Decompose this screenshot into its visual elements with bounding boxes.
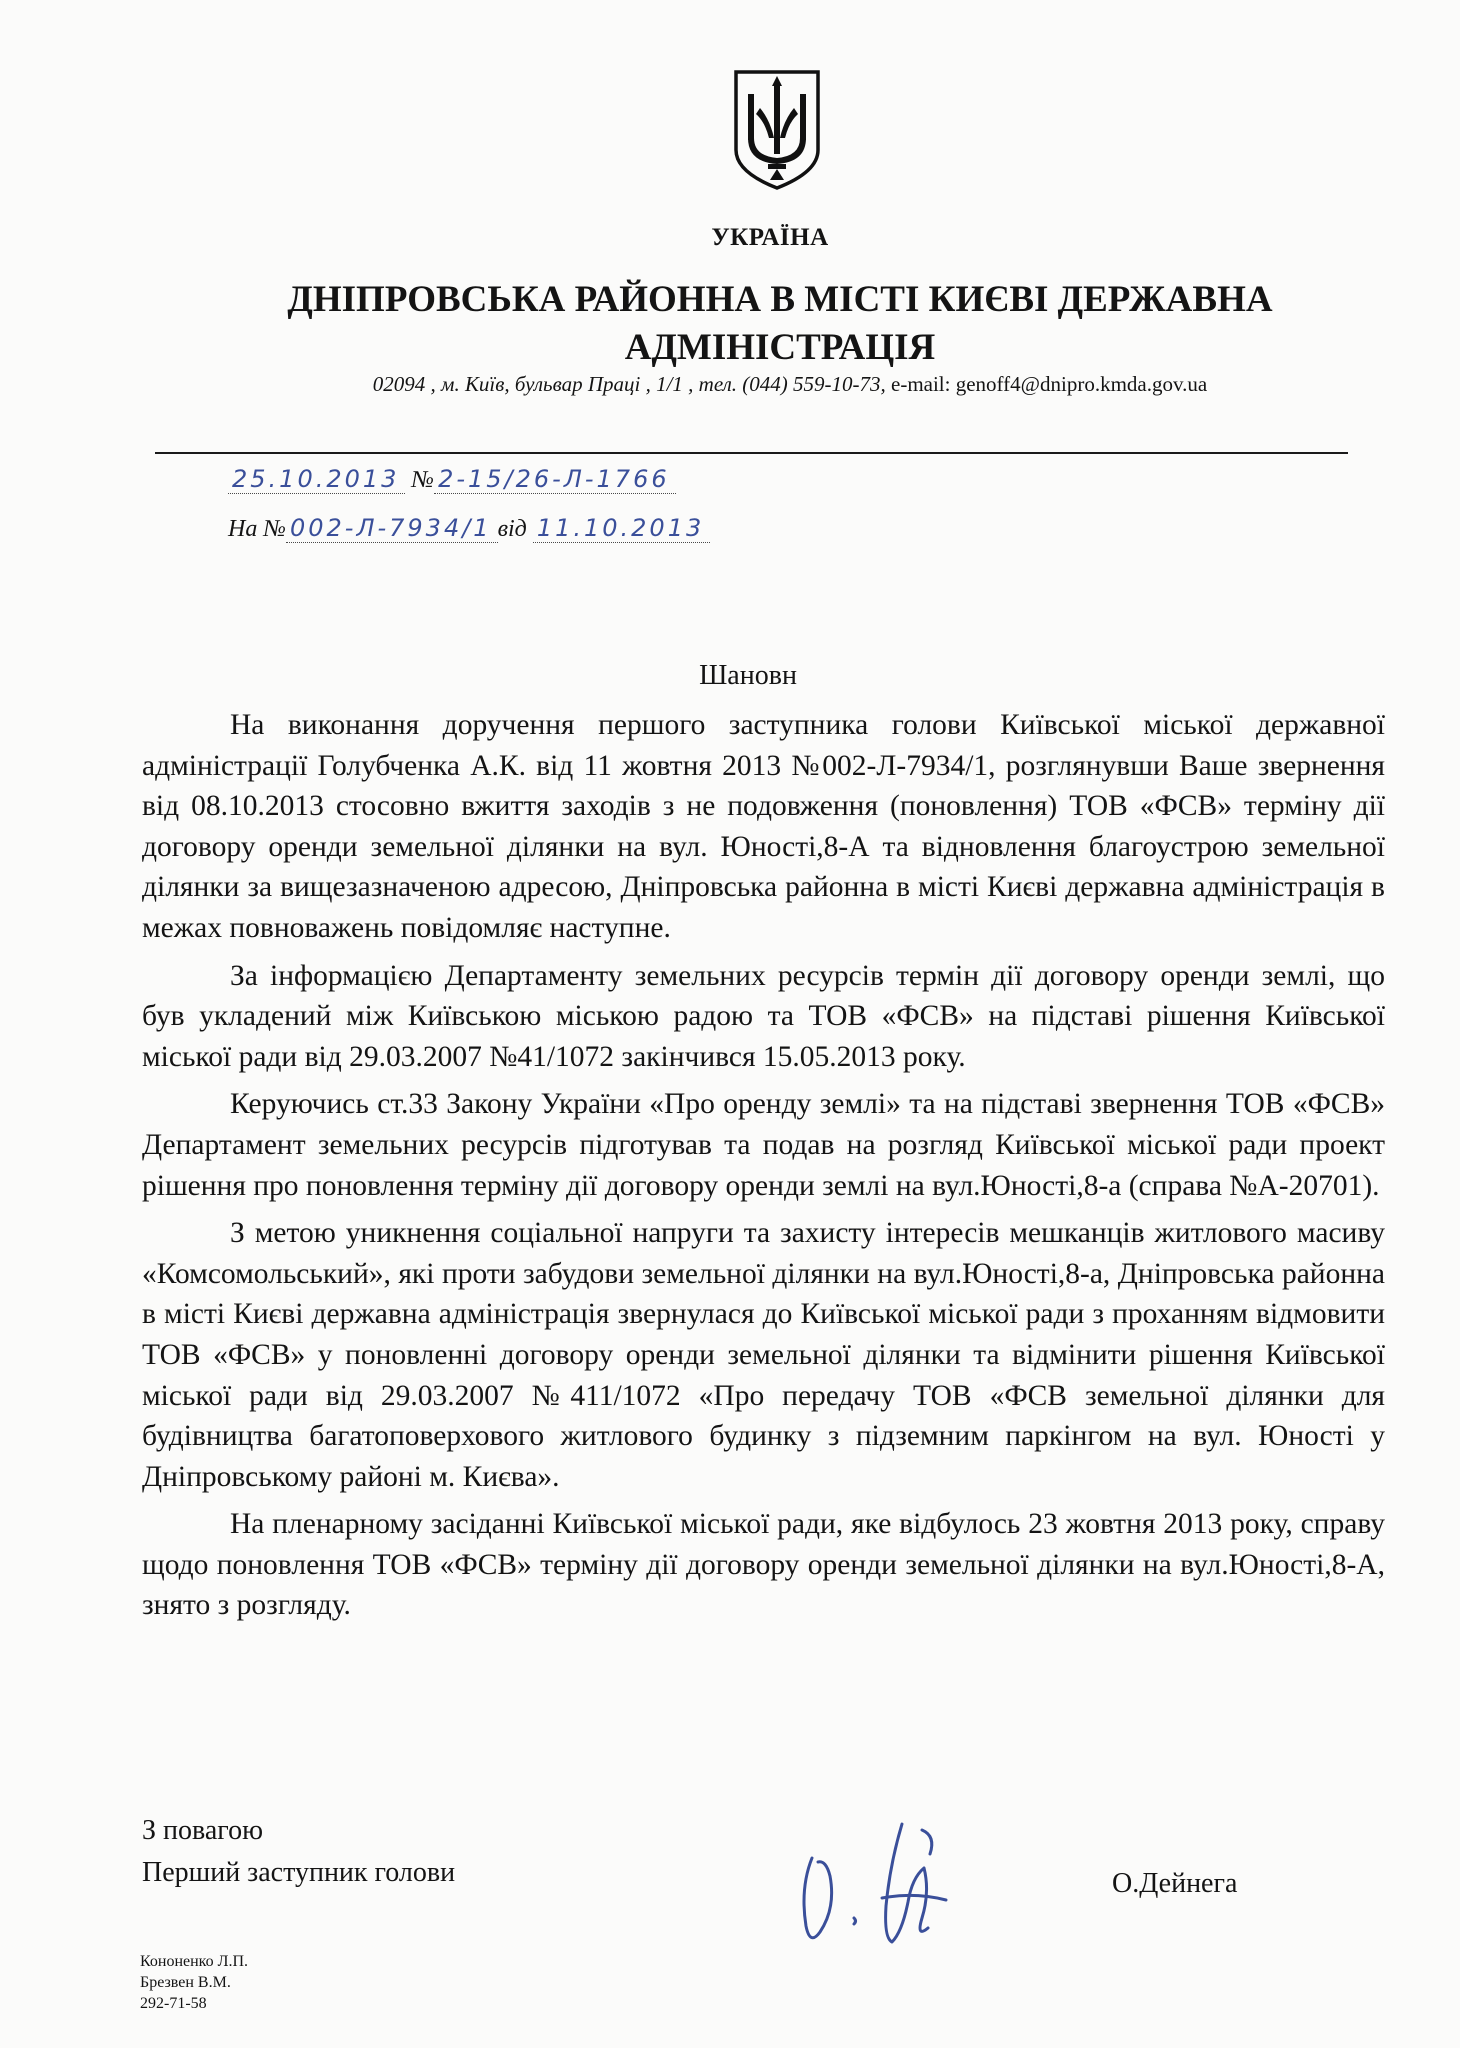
performer-name: Брезвен В.М. <box>140 1974 231 1991</box>
email-text: e-mail: genoff4@dnipro.kmda.gov.ua <box>891 372 1208 396</box>
reply-number: 002-Л-7934/1 <box>286 514 498 543</box>
body-paragraph: На пленарному засіданні Київської міської ради, яке відбулось 23 жовтня 2013 року, справу щодо поновлення ТОВ «ФСВ» терміну дії договору оренди земельної ділянки на вул.Юності,8-А, знято з розгляду. <box>142 1508 1385 1622</box>
from-label: від <box>497 516 527 542</box>
reply-reference-line <box>228 514 710 543</box>
header-divider <box>155 452 1348 454</box>
ukraine-trident-icon <box>730 68 824 192</box>
letter-body <box>142 705 1385 1633</box>
reply-date: 11.10.2013 <box>533 514 710 543</box>
signer-name: О.Дейнега <box>1112 1868 1238 1899</box>
registration-date: 25.10.2013 <box>228 465 405 494</box>
organization-title-line-2: АДМІНІСТРАЦІЯ <box>624 327 936 368</box>
country-name: УКРАЇНА <box>711 224 829 251</box>
organization-address <box>290 372 1290 397</box>
performer-block <box>140 1951 248 2014</box>
registration-number: 2-15/26-Л-1766 <box>434 465 676 494</box>
body-paragraph: Керуючись ст.33 Закону України «Про оренду землі» та на підставі звернення ТОВ «ФСВ» Департамент земельних ресурсів підготував та подав на розгляд Київської міської ради проект рішення про поновлення терміну дії договору оренди землі на вул.Юності,8-а (справа №А-20701). <box>142 1088 1385 1202</box>
body-paragraph: За інформацією Департаменту земельних ресурсів термін дії договору оренди землі, що був укладений між Київською міською радою та ТОВ «ФСВ» на підставі рішення Київської міської ради від 29.03.2007 №41/1072 закінчився 15.05.2013 року. <box>142 959 1385 1073</box>
registration-line <box>228 465 676 494</box>
body-paragraph: На виконання доручення першого заступника голови Київської міської державної адміністрації Голубченка А.К. від 11 жовтня 2013 №002-Л-7934/1, розглянувши Ваше звернення від 08.10.2013 стосовно вжиття заходів з не подовження (поновлення) ТОВ «ФСВ» терміну дії договору оренди земельної ділянки на вул. Юності,8-А та відновлення благоустрою земельної ділянки за вищезазначеною адресою, Дніпровська районна в місті Києві державна адміністрація в межах повноважень повідомляє наступне. <box>142 709 1385 944</box>
reply-label: На № <box>228 516 286 542</box>
closing-regards: З повагою <box>142 1815 263 1846</box>
performer-phone: 292-71-58 <box>140 1995 207 2012</box>
performer-name: Кононенко Л.П. <box>140 1953 249 1970</box>
number-label: № <box>411 467 435 493</box>
salutation: Шановн <box>699 660 797 691</box>
signer-position: Перший заступник голови <box>142 1857 456 1888</box>
organization-title-line-1: ДНІПРОВСЬКА РАЙОННА В МІСТІ КИЄВІ ДЕРЖАВНА <box>287 279 1273 320</box>
closing-block <box>142 1810 455 1894</box>
address-text: 02094 , м. Київ, бульвар Праці , 1/1 , тел. (044) 559-10-73, <box>372 372 891 396</box>
organization-title <box>250 276 1310 372</box>
body-paragraph: З метою уникнення соціальної напруги та захисту інтересів мешканців житлового масиву «Комсомольський», які проти забудови земельної ділянки на вул.Юності,8-а, Дніпровська районна в місті Києві державна адміністрація звернулася до Київської міської ради з проханням відмовити ТОВ «ФСВ» у поновленні договору оренди земельної ділянки та відмінити рішення Київської міської ради від 29.03.2007 №411/1072 «Про передачу ТОВ «ФСВ земельної ділянки для будівництва багатоповерхового житлового будинку з підземним паркінгом на вул. Юності у Дніпровському районі м. Києва». <box>142 1217 1385 1493</box>
handwritten-signature <box>790 1806 1000 1956</box>
